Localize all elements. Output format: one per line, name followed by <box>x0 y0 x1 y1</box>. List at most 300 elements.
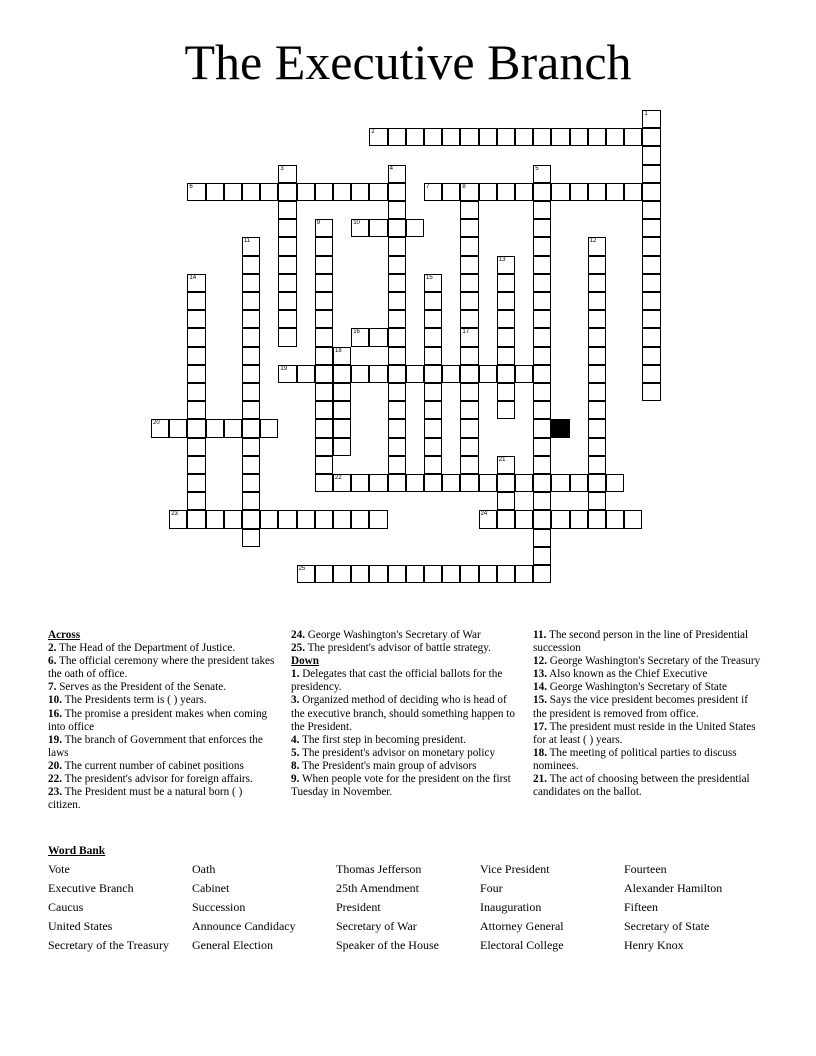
grid-cell[interactable] <box>369 565 387 583</box>
grid-cell[interactable] <box>533 292 551 310</box>
grid-cell[interactable] <box>351 565 369 583</box>
grid-cell[interactable] <box>406 474 424 492</box>
grid-cell[interactable] <box>260 510 278 528</box>
grid-cell[interactable] <box>460 565 478 583</box>
grid-cell[interactable] <box>278 201 296 219</box>
grid-cell[interactable] <box>388 128 406 146</box>
grid-cell[interactable] <box>242 474 260 492</box>
grid-cell[interactable] <box>479 128 497 146</box>
grid-cell[interactable] <box>333 565 351 583</box>
grid-cell[interactable] <box>351 183 369 201</box>
grid-cell[interactable] <box>242 365 260 383</box>
grid-cell[interactable] <box>460 383 478 401</box>
grid-cell[interactable] <box>424 128 442 146</box>
grid-cell[interactable] <box>424 183 442 201</box>
grid-cell[interactable] <box>533 419 551 437</box>
grid-cell[interactable] <box>333 510 351 528</box>
grid-cell[interactable] <box>388 165 406 183</box>
grid-cell[interactable] <box>460 237 478 255</box>
grid-cell[interactable] <box>551 183 569 201</box>
clue-text: The promise a president makes when coming into office <box>48 707 268 733</box>
grid-cell[interactable] <box>333 383 351 401</box>
clue-number: 4 <box>389 165 393 172</box>
clue-text: The meeting of political parties to discuss nominees. <box>533 746 737 772</box>
grid-cell[interactable] <box>388 419 406 437</box>
grid-cell[interactable] <box>388 274 406 292</box>
grid-cell[interactable] <box>242 310 260 328</box>
grid-cell[interactable] <box>642 146 660 164</box>
grid-cell[interactable] <box>460 183 478 201</box>
grid-cell[interactable] <box>187 328 205 346</box>
grid-cell[interactable] <box>460 274 478 292</box>
clue-number: 24 <box>480 511 488 518</box>
grid-cell[interactable] <box>187 419 205 437</box>
grid-cell[interactable] <box>315 274 333 292</box>
grid-cell[interactable] <box>297 365 315 383</box>
grid-cell[interactable] <box>588 274 606 292</box>
grid-cell[interactable] <box>315 510 333 528</box>
grid-cell[interactable] <box>497 347 515 365</box>
grid-cell[interactable] <box>588 292 606 310</box>
down-heading: Down <box>291 655 319 668</box>
grid-cell[interactable] <box>497 274 515 292</box>
grid-cell[interactable] <box>460 401 478 419</box>
grid-cell[interactable] <box>570 474 588 492</box>
clue-number: 12 <box>589 238 597 245</box>
grid-cell[interactable] <box>242 292 260 310</box>
grid-cell[interactable] <box>369 219 387 237</box>
grid-cell[interactable] <box>278 256 296 274</box>
clue-number: 5 <box>535 165 539 172</box>
grid-cell[interactable] <box>315 565 333 583</box>
grid-cell[interactable] <box>460 474 478 492</box>
grid-cell[interactable] <box>333 347 351 365</box>
grid-cell[interactable] <box>588 237 606 255</box>
grid-cell[interactable] <box>460 201 478 219</box>
grid-cell[interactable] <box>533 237 551 255</box>
grid-cell[interactable] <box>315 256 333 274</box>
grid-cell[interactable] <box>497 474 515 492</box>
grid-cell[interactable] <box>388 292 406 310</box>
grid-cell[interactable] <box>315 237 333 255</box>
grid-cell[interactable] <box>424 347 442 365</box>
grid-cell[interactable] <box>187 510 205 528</box>
grid-cell[interactable] <box>369 183 387 201</box>
grid-cell[interactable] <box>369 128 387 146</box>
grid-cell[interactable] <box>406 128 424 146</box>
grid-cell[interactable] <box>642 237 660 255</box>
grid-cell[interactable] <box>351 219 369 237</box>
grid-cell[interactable] <box>187 438 205 456</box>
grid-cell[interactable] <box>315 474 333 492</box>
grid-cell[interactable] <box>588 438 606 456</box>
grid-cell[interactable] <box>533 565 551 583</box>
grid-cell[interactable] <box>242 383 260 401</box>
grid-cell[interactable] <box>388 237 406 255</box>
grid-cell[interactable] <box>606 510 624 528</box>
grid-cell[interactable] <box>388 183 406 201</box>
grid-cell[interactable] <box>479 474 497 492</box>
grid-cell[interactable] <box>242 492 260 510</box>
grid-cell[interactable] <box>424 328 442 346</box>
grid-cell[interactable] <box>588 492 606 510</box>
grid-cell[interactable] <box>460 219 478 237</box>
grid-cell[interactable] <box>497 401 515 419</box>
grid-cell[interactable] <box>351 474 369 492</box>
grid-cell[interactable] <box>278 310 296 328</box>
grid-cell[interactable] <box>315 347 333 365</box>
grid-cell[interactable] <box>187 292 205 310</box>
grid-cell[interactable] <box>242 438 260 456</box>
grid-cell[interactable] <box>187 274 205 292</box>
grid-cell[interactable] <box>642 310 660 328</box>
grid-cell[interactable] <box>424 565 442 583</box>
grid-cell[interactable] <box>497 365 515 383</box>
grid-cell[interactable] <box>624 128 642 146</box>
grid-cell[interactable] <box>187 310 205 328</box>
grid-cell[interactable] <box>588 510 606 528</box>
grid-cell[interactable] <box>333 401 351 419</box>
grid-cell[interactable] <box>424 383 442 401</box>
grid-cell[interactable] <box>533 310 551 328</box>
grid-cell[interactable] <box>242 237 260 255</box>
grid-cell[interactable] <box>442 183 460 201</box>
grid-cell[interactable] <box>242 274 260 292</box>
grid-cell[interactable] <box>497 256 515 274</box>
grid-cell[interactable] <box>442 474 460 492</box>
grid-cell[interactable] <box>588 401 606 419</box>
grid-cell[interactable] <box>642 219 660 237</box>
grid-cell[interactable] <box>315 401 333 419</box>
grid-cell[interactable] <box>351 365 369 383</box>
grid-cell[interactable] <box>460 456 478 474</box>
grid-cell[interactable] <box>278 274 296 292</box>
grid-cell[interactable] <box>460 292 478 310</box>
grid-cell[interactable] <box>460 128 478 146</box>
grid-cell[interactable] <box>388 256 406 274</box>
grid-cell[interactable] <box>533 529 551 547</box>
grid-cell[interactable] <box>278 237 296 255</box>
grid-cell[interactable] <box>533 128 551 146</box>
grid-cell[interactable] <box>588 456 606 474</box>
grid-cell[interactable] <box>187 401 205 419</box>
grid-cell[interactable] <box>497 510 515 528</box>
grid-cell[interactable] <box>515 510 533 528</box>
grid-cell[interactable] <box>479 183 497 201</box>
grid-cell[interactable] <box>533 165 551 183</box>
grid-cell[interactable] <box>533 438 551 456</box>
grid-cell[interactable] <box>369 328 387 346</box>
grid-cell[interactable] <box>424 274 442 292</box>
grid-cell[interactable] <box>278 219 296 237</box>
grid-cell[interactable] <box>369 365 387 383</box>
grid-cell[interactable] <box>278 328 296 346</box>
grid-cell[interactable] <box>242 256 260 274</box>
grid-cell[interactable] <box>187 474 205 492</box>
grid-cell[interactable] <box>479 365 497 383</box>
grid-cell[interactable] <box>460 365 478 383</box>
grid-cell[interactable] <box>533 183 551 201</box>
word-bank-item: Executive Branch <box>48 881 134 895</box>
grid-cell[interactable] <box>224 510 242 528</box>
grid-cell[interactable] <box>479 510 497 528</box>
grid-cell[interactable] <box>315 456 333 474</box>
grid-cell[interactable] <box>533 219 551 237</box>
grid-cell[interactable] <box>278 365 296 383</box>
grid-cell[interactable] <box>533 347 551 365</box>
grid-cell[interactable] <box>388 219 406 237</box>
grid-cell[interactable] <box>206 183 224 201</box>
grid-cell[interactable] <box>533 492 551 510</box>
grid-cell[interactable] <box>151 419 169 437</box>
down-clue <box>533 681 761 694</box>
grid-cell[interactable] <box>424 419 442 437</box>
grid-cell[interactable] <box>497 492 515 510</box>
grid-cell[interactable] <box>297 510 315 528</box>
grid-cell[interactable] <box>333 183 351 201</box>
grid-cell[interactable] <box>588 310 606 328</box>
grid-cell[interactable] <box>388 328 406 346</box>
grid-cell[interactable] <box>278 165 296 183</box>
grid-cell[interactable] <box>278 183 296 201</box>
grid-cell[interactable] <box>642 201 660 219</box>
grid-cell[interactable] <box>642 292 660 310</box>
across-heading: Across <box>48 629 81 641</box>
grid-cell[interactable] <box>315 365 333 383</box>
grid-cell[interactable] <box>533 201 551 219</box>
grid-cell[interactable] <box>206 510 224 528</box>
grid-cell[interactable] <box>642 347 660 365</box>
grid-cell[interactable] <box>497 328 515 346</box>
grid-cell[interactable] <box>369 474 387 492</box>
grid-cell[interactable] <box>533 474 551 492</box>
grid-cell[interactable] <box>388 201 406 219</box>
grid-cell[interactable] <box>388 310 406 328</box>
clue-number: 16. <box>48 707 62 720</box>
grid-cell[interactable] <box>242 183 260 201</box>
grid-cell[interactable] <box>588 128 606 146</box>
grid-cell[interactable] <box>315 183 333 201</box>
clue-text: Also known as the Chief Executive <box>549 668 708 681</box>
grid-cell[interactable] <box>588 347 606 365</box>
grid-cell[interactable] <box>315 328 333 346</box>
grid-cell[interactable] <box>515 183 533 201</box>
grid-cell[interactable] <box>406 219 424 237</box>
grid-cell[interactable] <box>624 510 642 528</box>
grid-cell[interactable] <box>315 383 333 401</box>
grid-cell[interactable] <box>388 456 406 474</box>
grid-cell[interactable] <box>588 474 606 492</box>
grid-cell[interactable] <box>497 383 515 401</box>
grid-cell[interactable] <box>533 383 551 401</box>
grid-cell[interactable] <box>406 365 424 383</box>
grid-cell[interactable] <box>460 328 478 346</box>
grid-cell[interactable] <box>351 510 369 528</box>
grid-cell[interactable] <box>588 419 606 437</box>
grid-cell[interactable] <box>533 365 551 383</box>
grid-cell[interactable] <box>515 365 533 383</box>
grid-cell[interactable] <box>588 328 606 346</box>
grid-cell[interactable] <box>606 128 624 146</box>
grid-cell[interactable] <box>533 510 551 528</box>
grid-cell[interactable] <box>333 474 351 492</box>
grid-cell[interactable] <box>315 419 333 437</box>
grid-cell[interactable] <box>606 474 624 492</box>
grid-cell[interactable] <box>388 401 406 419</box>
grid-cell[interactable] <box>424 438 442 456</box>
grid-cell[interactable] <box>333 438 351 456</box>
grid-cell[interactable] <box>460 347 478 365</box>
grid-cell[interactable] <box>242 456 260 474</box>
grid-cell[interactable] <box>224 419 242 437</box>
grid-cell[interactable] <box>497 292 515 310</box>
grid-cell[interactable] <box>388 347 406 365</box>
grid-cell[interactable] <box>624 183 642 201</box>
grid-cell[interactable] <box>497 310 515 328</box>
grid-cell[interactable] <box>642 128 660 146</box>
grid-cell[interactable] <box>187 456 205 474</box>
word-bank-item: Vice President <box>480 862 550 876</box>
grid-cell[interactable] <box>315 438 333 456</box>
grid-cell[interactable] <box>424 401 442 419</box>
grid-cell[interactable] <box>533 547 551 565</box>
word-bank-item: Thomas Jefferson <box>336 862 422 876</box>
clue-text: The president's advisor of battle strategy. <box>307 642 491 655</box>
grid-cell[interactable] <box>424 292 442 310</box>
clue-number: 6. <box>48 655 57 668</box>
word-bank-heading: Word Bank <box>48 845 106 857</box>
grid-cell[interactable] <box>515 565 533 583</box>
grid-cell[interactable] <box>388 474 406 492</box>
grid-cell[interactable] <box>642 274 660 292</box>
clue-number: 23. <box>48 786 62 799</box>
grid-cell[interactable] <box>588 256 606 274</box>
grid-cell[interactable] <box>588 183 606 201</box>
grid-cell[interactable] <box>533 401 551 419</box>
grid-cell[interactable] <box>442 565 460 583</box>
grid-cell[interactable] <box>460 419 478 437</box>
grid-cell[interactable] <box>588 365 606 383</box>
clue-text: Organized method of deciding who is head of the executive branch, should something happen to the President. <box>291 694 516 733</box>
grid-cell[interactable] <box>551 510 569 528</box>
grid-cell[interactable] <box>570 510 588 528</box>
clue-text: The second person in the line of Presidential succession <box>533 629 749 655</box>
grid-cell[interactable] <box>533 456 551 474</box>
clue-number: 22 <box>335 475 342 481</box>
grid-cell[interactable] <box>497 456 515 474</box>
grid-cell[interactable] <box>642 110 660 128</box>
down-clue <box>291 694 517 733</box>
grid-cell[interactable] <box>315 310 333 328</box>
grid-cell[interactable] <box>642 256 660 274</box>
grid-cell[interactable] <box>242 510 260 528</box>
grid-cell[interactable] <box>606 183 624 201</box>
grid-cell[interactable] <box>388 565 406 583</box>
grid-cell[interactable] <box>242 347 260 365</box>
grid-cell[interactable] <box>497 183 515 201</box>
across-clue <box>48 734 276 760</box>
grid-cell[interactable] <box>187 347 205 365</box>
grid-cell[interactable] <box>242 328 260 346</box>
grid-cell[interactable] <box>442 128 460 146</box>
grid-cell[interactable] <box>333 365 351 383</box>
grid-cell[interactable] <box>169 419 187 437</box>
grid-cell[interactable] <box>388 383 406 401</box>
grid-cell[interactable] <box>497 128 515 146</box>
grid-cell[interactable] <box>315 219 333 237</box>
word-bank-item: Vote <box>48 862 70 876</box>
grid-cell[interactable] <box>533 328 551 346</box>
grid-cell[interactable] <box>479 565 497 583</box>
grid-cell[interactable] <box>570 128 588 146</box>
grid-cell[interactable] <box>242 529 260 547</box>
grid-cell[interactable] <box>406 565 424 583</box>
word-bank-item: United States <box>48 919 113 933</box>
grid-cell[interactable] <box>551 474 569 492</box>
grid-cell[interactable] <box>187 383 205 401</box>
grid-cell[interactable] <box>260 183 278 201</box>
grid-cell[interactable] <box>242 419 260 437</box>
clue-number: 11. <box>533 629 547 641</box>
grid-cell[interactable] <box>515 474 533 492</box>
grid-cell[interactable] <box>460 256 478 274</box>
grid-cell[interactable] <box>442 365 460 383</box>
grid-cell[interactable] <box>315 292 333 310</box>
grid-cell[interactable] <box>187 365 205 383</box>
grid-cell[interactable] <box>642 165 660 183</box>
grid-cell[interactable] <box>187 183 205 201</box>
word-bank-item: Fourteen <box>624 862 667 876</box>
grid-cell[interactable] <box>533 274 551 292</box>
grid-cell[interactable] <box>424 474 442 492</box>
grid-cell[interactable] <box>297 565 315 583</box>
grid-cell[interactable] <box>278 292 296 310</box>
grid-cell[interactable] <box>588 383 606 401</box>
grid-cell[interactable] <box>497 565 515 583</box>
grid-cell[interactable] <box>424 365 442 383</box>
word-bank-list <box>48 862 768 953</box>
grid-cell[interactable] <box>460 310 478 328</box>
grid-cell[interactable] <box>333 419 351 437</box>
grid-cell[interactable] <box>351 328 369 346</box>
grid-cell[interactable] <box>642 183 660 201</box>
word-bank <box>48 845 768 953</box>
grid-cell[interactable] <box>297 183 315 201</box>
grid-cell[interactable] <box>388 438 406 456</box>
grid-cell[interactable] <box>187 492 205 510</box>
grid-cell[interactable] <box>570 183 588 201</box>
grid-cell[interactable] <box>369 510 387 528</box>
grid-cell[interactable] <box>206 419 224 437</box>
grid-cell[interactable] <box>642 365 660 383</box>
grid-cell[interactable] <box>388 365 406 383</box>
grid-cell[interactable] <box>642 383 660 401</box>
grid-cell[interactable] <box>515 128 533 146</box>
clue-number: 6 <box>189 183 193 190</box>
grid-cell[interactable] <box>424 456 442 474</box>
grid-cell[interactable] <box>169 510 187 528</box>
grid-cell[interactable] <box>260 419 278 437</box>
grid-cell[interactable] <box>242 401 260 419</box>
grid-cell[interactable] <box>224 183 242 201</box>
grid-cell[interactable] <box>278 510 296 528</box>
grid-cell[interactable] <box>424 310 442 328</box>
grid-cell[interactable] <box>551 128 569 146</box>
word-bank-item: Inauguration <box>480 900 542 914</box>
grid-cell[interactable] <box>642 328 660 346</box>
grid-cell[interactable] <box>533 256 551 274</box>
grid-cell[interactable] <box>460 438 478 456</box>
